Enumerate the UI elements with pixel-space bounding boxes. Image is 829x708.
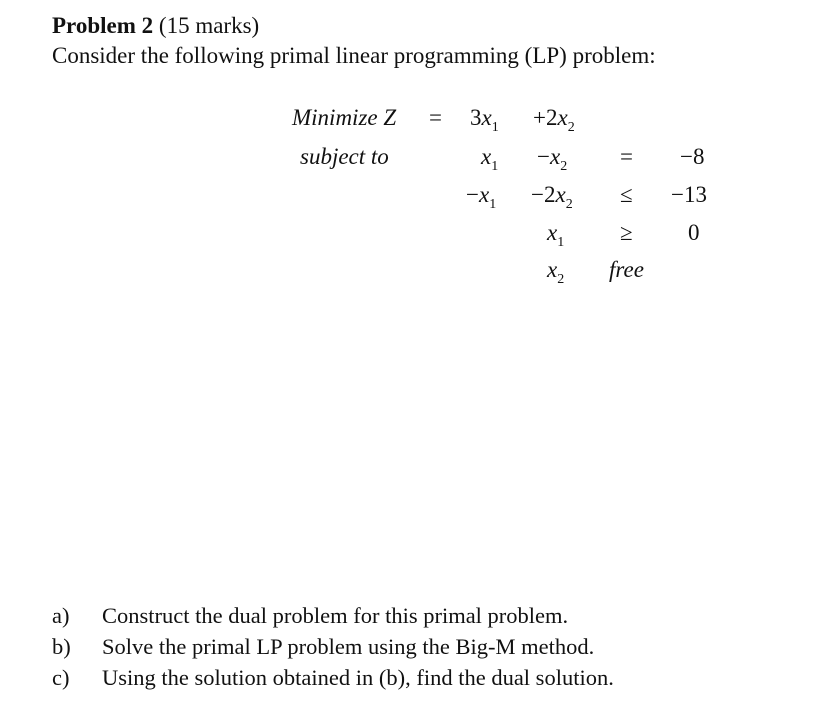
part-b-label: b)	[52, 634, 71, 659]
sign-constraint-1-relation: ≥	[620, 220, 633, 245]
part-c	[52, 667, 614, 698]
constraint-2-term-2: $-2x_2$	[531, 182, 573, 212]
subject-to-label: subject to	[300, 144, 389, 169]
part-b-text: Solve the primal LP problem using the Big-M method.	[102, 634, 595, 659]
part-b	[52, 636, 614, 667]
problem-intro: Consider the following primal linear programming (LP) problem:	[52, 43, 656, 68]
question-parts	[52, 605, 614, 698]
objective-term-2: $+2x_2$	[533, 105, 575, 135]
part-c-text: Using the solution obtained in (b), find the dual solution.	[102, 665, 614, 690]
part-c-label: c)	[52, 665, 70, 690]
part-a	[52, 605, 614, 636]
objective-equals: =	[429, 105, 442, 130]
constraint-2-rhs: −13	[671, 182, 707, 207]
part-a-label: a)	[52, 603, 70, 628]
problem-title: Problem 2	[52, 13, 154, 38]
sign-constraint-1-var: $x_1$	[547, 220, 565, 250]
objective-term-1: $3x_1$	[470, 105, 499, 135]
constraint-2-term-1: $-x_1$	[466, 182, 497, 212]
sign-constraint-2-relation: free	[609, 257, 644, 282]
constraint-1-term-2: $-x_2$	[537, 144, 568, 174]
objective-label: Minimize Z	[292, 105, 397, 130]
constraint-2-relation: ≤	[620, 182, 633, 207]
constraint-1-rhs: −8	[680, 144, 705, 169]
sign-constraint-2-var: $x_2$	[547, 257, 565, 287]
problem-marks: (15 marks)	[158, 13, 260, 38]
problem-heading	[52, 14, 259, 37]
part-a-text: Construct the dual problem for this primal problem.	[102, 603, 569, 628]
constraint-1-term-1: $x_1$	[481, 144, 499, 174]
constraint-1-relation: =	[620, 144, 633, 169]
sign-constraint-1-rhs: 0	[688, 220, 700, 245]
